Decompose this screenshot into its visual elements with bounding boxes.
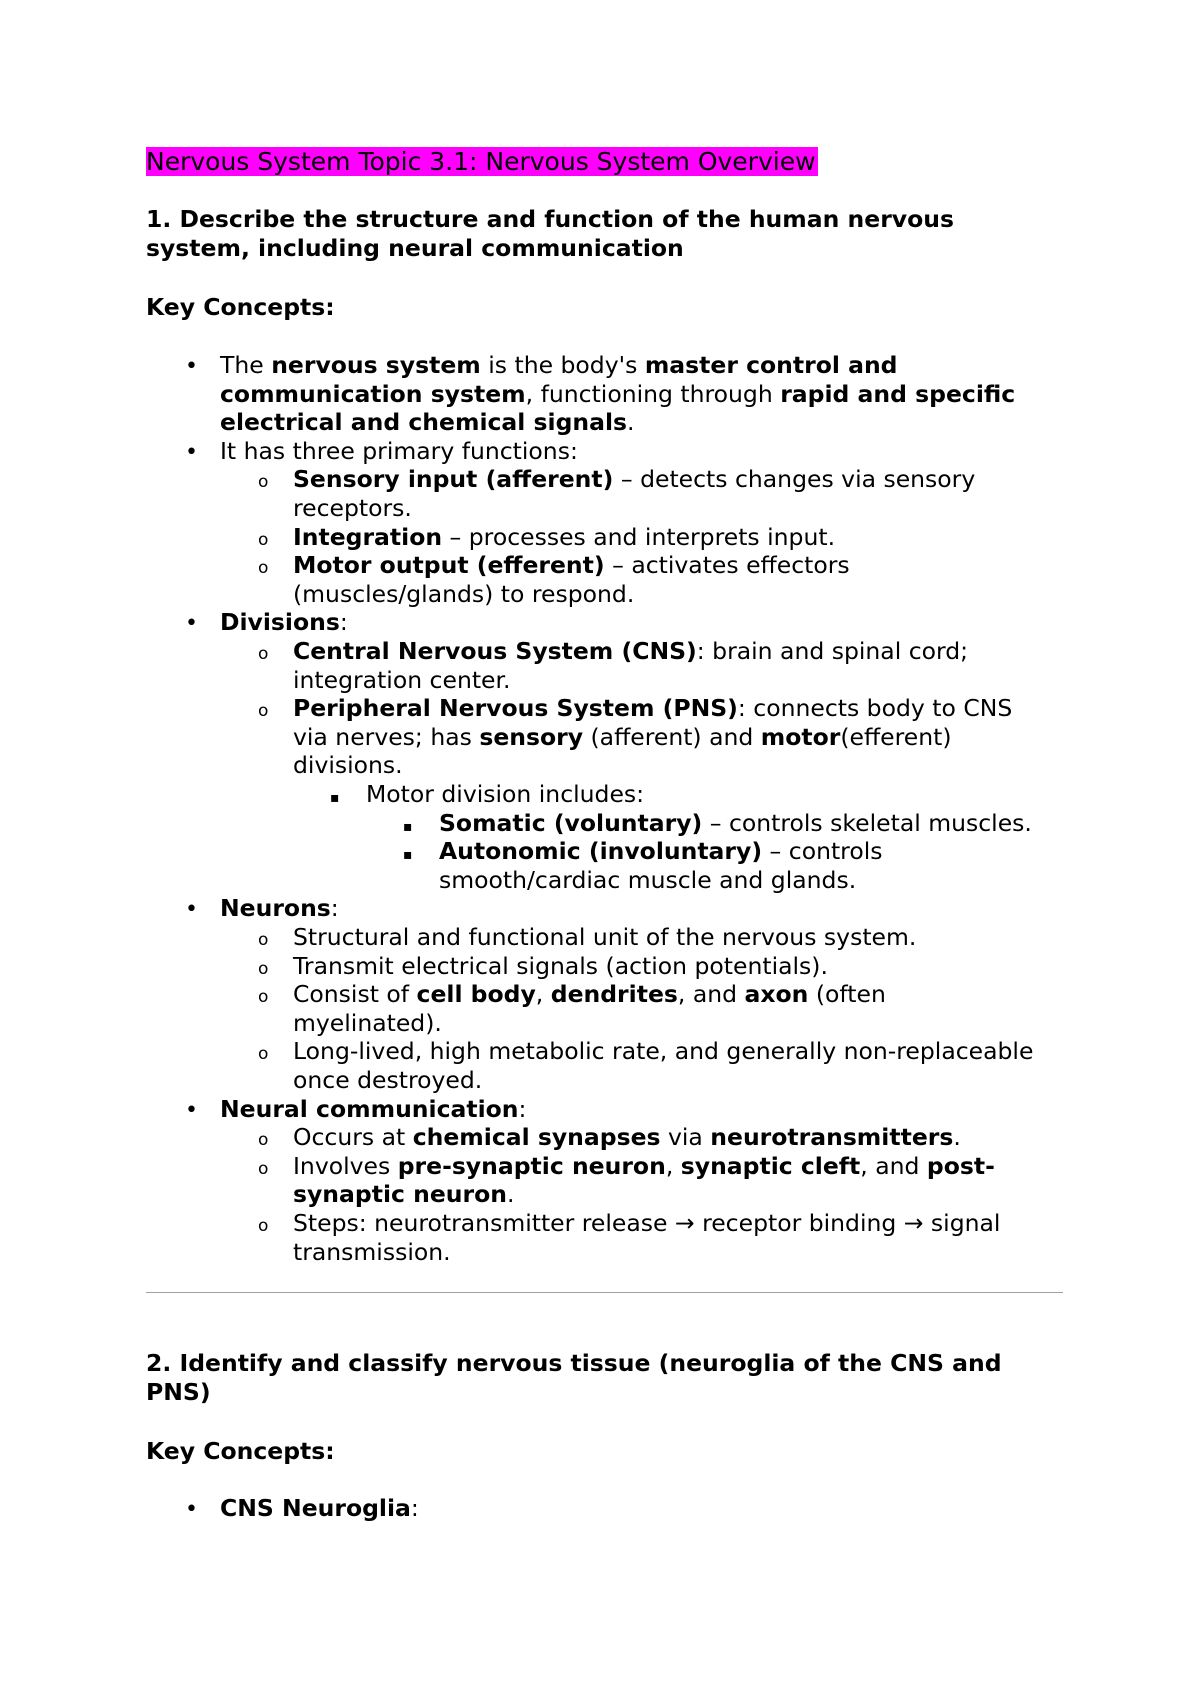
text-run: Involves: [293, 1151, 398, 1180]
text-run: – controls: [762, 837, 883, 866]
bullet-square-icon: [403, 837, 413, 870]
list-item-line: [220, 1494, 419, 1523]
text-run: via nerves; has: [293, 722, 480, 751]
list-item-line: [220, 408, 635, 437]
bullet-circle-icon: [258, 1037, 268, 1069]
text-run: smooth/cardiac muscle and glands.: [439, 865, 857, 894]
section-divider: [146, 1292, 1063, 1293]
text-run: , and: [677, 980, 745, 1009]
text-run: via: [660, 1123, 711, 1152]
text-run: once destroyed.: [293, 1066, 483, 1094]
list-item-line: [293, 1238, 451, 1267]
list-item-line: [293, 723, 952, 752]
list-item-line: [439, 809, 1032, 838]
text-run: (efferent): [840, 722, 952, 751]
bullet-disc-icon: [185, 894, 198, 924]
list-item-line: [439, 837, 882, 866]
bullet-circle-icon: [258, 1152, 268, 1184]
list-item-line: [293, 694, 1012, 723]
list-item-line: [293, 1009, 442, 1038]
bullet-disc-icon: [185, 608, 198, 638]
bullet-circle-icon: [258, 1123, 268, 1155]
bold-text-run: Autonomic (involuntary): [439, 837, 763, 866]
bullet-circle-icon: [258, 523, 268, 555]
bold-text-run: electrical and chemical signals: [220, 408, 628, 437]
bold-text-run: Sensory input (afferent): [293, 465, 614, 494]
bold-text-run: Integration: [293, 522, 443, 551]
bullet-disc-icon: [185, 351, 198, 381]
bullet-circle-icon: [258, 952, 268, 984]
bold-text-run: master control and: [644, 351, 898, 379]
text-run: (afferent) and: [583, 722, 761, 751]
text-run: It has three primary functions:: [220, 436, 578, 465]
bold-text-run: Motor output (efferent): [293, 551, 605, 580]
bold-text-run: motor: [760, 722, 841, 751]
text-run: .: [953, 1123, 961, 1152]
list-item-line: [366, 780, 644, 809]
bullet-circle-icon: [258, 637, 268, 669]
section-2-key-concepts-label: Key Concepts:: [146, 1437, 335, 1465]
text-run: :: [330, 894, 339, 923]
list-item-line: [439, 866, 856, 895]
bold-text-run: Central Nervous System (CNS): [293, 637, 697, 665]
text-run: – processes and interprets input.: [442, 522, 836, 551]
text-run: :: [339, 608, 348, 637]
list-item-line: [220, 437, 578, 466]
bullet-circle-icon: [258, 551, 268, 583]
text-run: :: [410, 1494, 419, 1522]
list-item-line: [293, 952, 828, 981]
list-item-line: [220, 1095, 526, 1124]
text-run: Steps: neurotransmitter release → receptor binding → signal: [293, 1209, 1001, 1237]
list-item-line: [293, 1209, 1000, 1238]
bold-text-run: Neural communication: [220, 1094, 519, 1123]
list-item-line: [293, 666, 510, 695]
list-item-line: [293, 523, 835, 552]
text-run: ,: [535, 980, 551, 1009]
text-run: – detects changes via sensory: [613, 465, 976, 494]
list-item-line: [220, 380, 1015, 409]
section-2-heading: 2. Identify and classify nervous tissue (neuroglia of the CNS and PNS): [146, 1349, 1002, 1406]
text-run: Motor division includes:: [366, 780, 645, 808]
list-item-line: [293, 1066, 482, 1095]
text-run: .: [506, 1180, 515, 1209]
bold-text-run: dendrites: [550, 980, 678, 1009]
bullet-circle-icon: [258, 980, 268, 1012]
list-item-line: [293, 1180, 514, 1209]
text-run: (muscles/glands) to respond.: [293, 579, 635, 608]
bold-text-run: Neurons: [220, 894, 331, 923]
bold-text-run: rapid and specific: [780, 379, 1016, 408]
bold-text-run: axon: [744, 980, 809, 1009]
text-run: , functioning through: [525, 379, 781, 408]
bold-text-run: CNS Neuroglia: [220, 1494, 411, 1522]
list-item-line: [293, 580, 634, 609]
list-item-line: [293, 980, 886, 1009]
text-run: integration center.: [293, 665, 511, 694]
text-run: Structural and functional unit of the nervous system.: [293, 923, 917, 951]
text-run: Occurs at: [293, 1123, 413, 1152]
list-item-line: [293, 1037, 1033, 1066]
bold-text-run: chemical synapses: [412, 1123, 661, 1152]
bold-text-run: Somatic (voluntary): [439, 808, 703, 837]
text-run: receptors.: [293, 494, 412, 522]
title-highlight: Nervous System Topic 3.1: Nervous System Overview: [146, 147, 816, 176]
bullet-circle-icon: [258, 465, 268, 497]
bold-text-run: nervous system: [271, 351, 481, 379]
list-item-line: [293, 1152, 995, 1181]
bold-text-run: sensory: [479, 722, 584, 751]
text-run: is the body's: [480, 351, 645, 379]
list-item-line: [220, 894, 339, 923]
bullet-square-icon: [330, 780, 340, 813]
list-item-line: [293, 465, 975, 494]
bullet-disc-icon: [185, 1095, 198, 1125]
section-1-heading: 1. Describe the structure and function of the human nervous system, including neural communication: [146, 205, 954, 262]
text-run: Long-lived, high metabolic rate, and generally non-replaceable: [293, 1037, 1034, 1066]
text-run: .: [627, 408, 635, 437]
section-1-key-concepts-label: Key Concepts:: [146, 293, 335, 321]
text-run: Consist of: [293, 980, 417, 1009]
text-run: : brain and spinal cord;: [696, 637, 969, 665]
bullet-disc-icon: [185, 437, 198, 467]
bold-text-run: synaptic neuron: [293, 1180, 507, 1209]
bold-text-run: Divisions: [220, 608, 340, 637]
list-item-line: [293, 1123, 961, 1152]
list-item-line: [293, 923, 916, 952]
text-run: The: [220, 351, 272, 379]
bold-text-run: cell body: [416, 980, 536, 1009]
text-run: (often: [808, 980, 886, 1009]
page-title: [146, 145, 818, 179]
list-item-line: [293, 551, 850, 580]
bold-text-run: Peripheral Nervous System (PNS): [293, 694, 738, 723]
text-run: ,: [665, 1151, 681, 1180]
bullet-circle-icon: [258, 923, 268, 955]
bold-text-run: communication system: [220, 379, 526, 408]
bold-text-run: pre-synaptic neuron: [397, 1151, 666, 1180]
bold-text-run: post-: [926, 1151, 995, 1180]
text-run: – controls skeletal muscles.: [702, 808, 1032, 837]
bullet-circle-icon: [258, 694, 268, 726]
text-run: myelinated).: [293, 1008, 442, 1037]
text-run: , and: [860, 1151, 927, 1180]
bold-text-run: synaptic cleft: [680, 1151, 861, 1180]
list-item-line: [293, 751, 403, 780]
text-run: transmission.: [293, 1237, 451, 1266]
list-item-line: [293, 494, 412, 523]
list-item-line: [293, 637, 968, 666]
text-run: : connects body to CNS: [737, 694, 1013, 723]
text-run: Transmit electrical signals (action potentials).: [293, 951, 828, 980]
text-run: :: [518, 1094, 527, 1123]
bullet-disc-icon: [185, 1494, 198, 1524]
text-run: divisions.: [293, 751, 403, 780]
list-item-line: [220, 608, 348, 637]
list-item-line: [220, 351, 898, 380]
text-run: – activates effectors: [604, 551, 850, 580]
bullet-circle-icon: [258, 1209, 268, 1241]
bold-text-run: neurotransmitters: [710, 1123, 954, 1152]
